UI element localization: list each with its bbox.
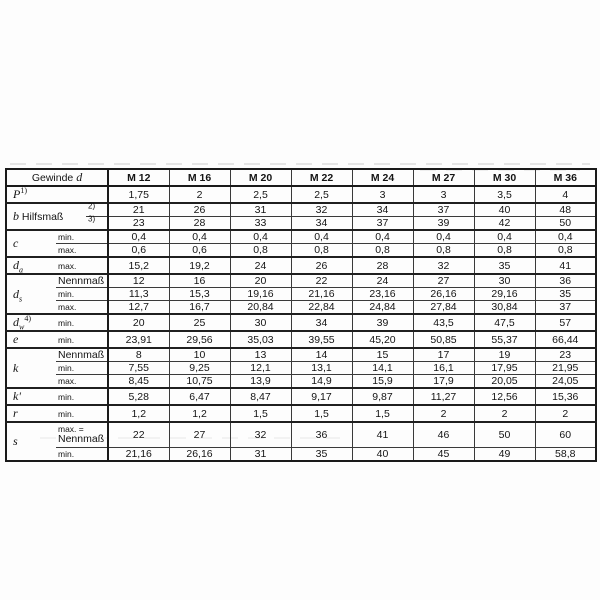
row-sublabel	[56, 422, 108, 447]
table-cell: 42	[474, 217, 535, 231]
table-cell: 15,3	[169, 288, 230, 301]
table-cell: 3,5	[474, 186, 535, 203]
table-cell: 0,8	[474, 244, 535, 258]
row-sublabel: max.	[56, 244, 108, 258]
table-cell: 1,2	[169, 405, 230, 422]
table-cell: 0,6	[108, 244, 169, 258]
table-cell: 28	[169, 217, 230, 231]
table-cell: 21	[108, 203, 169, 217]
table-cell: 20,05	[474, 375, 535, 389]
table-cell: 45	[413, 447, 474, 461]
table-cell: 22	[291, 274, 352, 288]
symbol-italic: b	[13, 209, 19, 223]
table-cell: 36	[535, 274, 596, 288]
table-cell: 24,84	[352, 301, 413, 315]
table-cell: 20,84	[230, 301, 291, 315]
row-sublabel: min.	[56, 288, 108, 301]
table-cell: 14,1	[352, 362, 413, 375]
row-symbol	[6, 274, 56, 314]
symbol-subscript: a	[19, 265, 23, 275]
table-cell: 25	[169, 314, 230, 331]
table-cell: 39	[352, 314, 413, 331]
table-cell: 9,17	[291, 388, 352, 405]
table-cell: 12,7	[108, 301, 169, 315]
table-cell: 40	[352, 447, 413, 461]
table-cell: 34	[291, 217, 352, 231]
row-sublabel: min.	[56, 447, 108, 461]
table-cell: 23,16	[352, 288, 413, 301]
table-row	[6, 230, 596, 244]
row-symbol	[6, 257, 56, 274]
column-header: M 36	[535, 169, 596, 186]
table-cell: 10	[169, 348, 230, 362]
table-header	[6, 169, 596, 186]
table-row	[6, 244, 596, 258]
row-sublabel: min.	[56, 362, 108, 375]
symbol-italic: d	[13, 286, 19, 301]
row-sublabel	[86, 214, 108, 231]
table-cell: 13,9	[230, 375, 291, 389]
symbol-italic: c	[13, 236, 19, 250]
footnote-ref: 1)	[20, 186, 28, 195]
table-row	[6, 257, 596, 274]
table-cell: 50,85	[413, 331, 474, 348]
symbol-italic: P	[13, 187, 21, 201]
table-cell: 19	[474, 348, 535, 362]
table-cell: 3	[413, 186, 474, 203]
table-cell: 0,8	[230, 244, 291, 258]
table-cell: 10,75	[169, 375, 230, 389]
table-cell: 0,8	[352, 244, 413, 258]
row-symbol	[6, 348, 56, 388]
table-cell: 9,87	[352, 388, 413, 405]
sublabel-line2: Nennmaß	[58, 433, 105, 446]
table-row	[6, 388, 596, 405]
row-symbol	[6, 331, 56, 348]
symbol-suffix-text: Hilfsmaß	[19, 211, 64, 223]
table-cell: 31	[230, 447, 291, 461]
table-cell: 32	[230, 422, 291, 447]
column-header: M 16	[169, 169, 230, 186]
table-cell: 29,16	[474, 288, 535, 301]
header-d-symbol: d	[76, 170, 83, 184]
table-cell: 58,8	[535, 447, 596, 461]
table-cell: 26	[169, 203, 230, 217]
symbol-italic: s	[13, 433, 18, 448]
scan-artifact	[10, 163, 590, 165]
table-cell: 60	[535, 422, 596, 447]
table-cell: 15,36	[535, 388, 596, 405]
table-cell: 29,56	[169, 331, 230, 348]
table-cell: 39	[413, 217, 474, 231]
table-cell: 0,4	[413, 230, 474, 244]
table-cell: 0,4	[230, 230, 291, 244]
table-cell: 0,4	[108, 230, 169, 244]
table-cell: 2	[474, 405, 535, 422]
row-sublabel: min.	[56, 331, 108, 348]
table-cell: 13	[230, 348, 291, 362]
row-symbol	[6, 314, 56, 331]
table-cell: 26,16	[169, 447, 230, 461]
table-cell: 39,55	[291, 331, 352, 348]
table-cell: 27	[169, 422, 230, 447]
table-cell: 8,47	[230, 388, 291, 405]
table-row	[6, 405, 596, 422]
row-sublabel: Nennmaß	[56, 348, 108, 362]
table-cell: 0,4	[474, 230, 535, 244]
table-cell: 34	[291, 314, 352, 331]
table-cell: 35	[291, 447, 352, 461]
footnote-ref: 2)	[88, 201, 96, 211]
row-sublabel: min.	[56, 405, 108, 422]
table-cell: 21,95	[535, 362, 596, 375]
column-header: M 30	[474, 169, 535, 186]
table-row	[6, 217, 596, 231]
table-cell: 35	[535, 288, 596, 301]
table-body	[6, 186, 596, 461]
table-cell: 2,5	[230, 186, 291, 203]
table-cell: 8,45	[108, 375, 169, 389]
table-row	[6, 447, 596, 461]
symbol-italic: r	[13, 406, 18, 420]
table-cell: 32	[413, 257, 474, 274]
table-cell: 23	[108, 217, 169, 231]
table-cell: 21,16	[108, 447, 169, 461]
table-cell: 9,25	[169, 362, 230, 375]
table-cell: 19,2	[169, 257, 230, 274]
symbol-italic: k'	[13, 389, 21, 403]
table-row	[6, 422, 596, 447]
header-row	[6, 169, 596, 186]
table-cell: 66,44	[535, 331, 596, 348]
table-row	[6, 348, 596, 362]
column-header: M 24	[352, 169, 413, 186]
table-cell: 2	[169, 186, 230, 203]
table-cell: 11,3	[108, 288, 169, 301]
table-row	[6, 274, 596, 288]
table-row	[6, 301, 596, 315]
table-cell: 0,4	[291, 230, 352, 244]
table-row	[6, 288, 596, 301]
table-cell: 20	[108, 314, 169, 331]
row-symbol	[6, 405, 56, 422]
table-cell: 35	[474, 257, 535, 274]
table-cell: 6,47	[169, 388, 230, 405]
row-symbol	[6, 388, 56, 405]
row-sublabel: min.	[56, 314, 108, 331]
table-cell: 17	[413, 348, 474, 362]
row-symbol	[6, 203, 86, 230]
table-cell: 19,16	[230, 288, 291, 301]
table-cell: 26,16	[413, 288, 474, 301]
row-sublabel: max.	[56, 301, 108, 315]
table-cell: 11,27	[413, 388, 474, 405]
table-cell: 22	[108, 422, 169, 447]
table-cell: 26	[291, 257, 352, 274]
table-cell: 46	[413, 422, 474, 447]
footnote-ref: 3)	[88, 214, 96, 224]
table-row	[6, 186, 596, 203]
table-cell: 1,2	[108, 405, 169, 422]
table-cell: 20	[230, 274, 291, 288]
table-cell: 2	[535, 405, 596, 422]
table-cell: 49	[474, 447, 535, 461]
table-cell: 43,5	[413, 314, 474, 331]
table-cell: 2	[413, 405, 474, 422]
table-cell: 0,8	[535, 244, 596, 258]
table-cell: 23	[535, 348, 596, 362]
table-cell: 31	[230, 203, 291, 217]
table-cell: 28	[352, 257, 413, 274]
table-cell: 27	[413, 274, 474, 288]
table-cell: 1,75	[108, 186, 169, 203]
table-cell: 15,9	[352, 375, 413, 389]
symbol-italic: e	[13, 332, 19, 346]
footnote-ref: 4)	[24, 314, 32, 323]
table-cell: 24	[230, 257, 291, 274]
table-cell: 14	[291, 348, 352, 362]
thread-dimensions-table	[5, 168, 597, 462]
table-cell: 57	[535, 314, 596, 331]
table-cell: 45,20	[352, 331, 413, 348]
table-cell: 4	[535, 186, 596, 203]
table-cell: 37	[352, 217, 413, 231]
symbol-italic: d	[13, 315, 19, 329]
symbol-subscript: s	[19, 293, 23, 303]
table-row	[6, 331, 596, 348]
table-cell: 24,05	[535, 375, 596, 389]
symbol-subscript: w	[19, 322, 25, 332]
table-cell: 15	[352, 348, 413, 362]
row-sublabel: max.	[56, 257, 108, 274]
table-row	[6, 314, 596, 331]
table-cell: 3	[352, 186, 413, 203]
table-cell: 23,91	[108, 331, 169, 348]
table-cell: 30,84	[474, 301, 535, 315]
column-header: M 27	[413, 169, 474, 186]
table-cell: 55,37	[474, 331, 535, 348]
table-cell: 16	[169, 274, 230, 288]
table-cell: 0,4	[169, 230, 230, 244]
table-cell: 24	[352, 274, 413, 288]
table-cell: 0,8	[413, 244, 474, 258]
row-symbol	[6, 422, 56, 461]
table-cell: 33	[230, 217, 291, 231]
row-sublabel: Nennmaß	[56, 274, 108, 288]
row-sublabel: min.	[56, 388, 108, 405]
table-cell: 30	[230, 314, 291, 331]
table-cell: 12,56	[474, 388, 535, 405]
table-cell: 0,6	[169, 244, 230, 258]
table-cell: 35,03	[230, 331, 291, 348]
table-cell: 37	[413, 203, 474, 217]
column-header: M 12	[108, 169, 169, 186]
table-cell: 13,1	[291, 362, 352, 375]
table-cell: 27,84	[413, 301, 474, 315]
table-cell: 21,16	[291, 288, 352, 301]
row-symbol	[6, 230, 56, 257]
table-cell: 36	[291, 422, 352, 447]
row-sublabel: max.	[56, 375, 108, 389]
table-cell: 0,4	[352, 230, 413, 244]
table-cell: 47,5	[474, 314, 535, 331]
table-cell: 16,1	[413, 362, 474, 375]
table-cell: 1,5	[352, 405, 413, 422]
table-cell: 22,84	[291, 301, 352, 315]
table-cell: 5,28	[108, 388, 169, 405]
table-cell: 14,9	[291, 375, 352, 389]
table-row	[6, 375, 596, 389]
table-cell: 30	[474, 274, 535, 288]
table-cell: 12	[108, 274, 169, 288]
table-cell: 17,95	[474, 362, 535, 375]
table-cell: 16,7	[169, 301, 230, 315]
table-cell: 1,5	[230, 405, 291, 422]
table-cell: 37	[535, 301, 596, 315]
table-cell: 0,4	[535, 230, 596, 244]
table-cell: 2,5	[291, 186, 352, 203]
table-cell: 50	[474, 422, 535, 447]
table-cell: 1,5	[291, 405, 352, 422]
table-cell: 12,1	[230, 362, 291, 375]
table-cell: 50	[535, 217, 596, 231]
table-cell: 15,2	[108, 257, 169, 274]
column-header: M 20	[230, 169, 291, 186]
table-cell: 40	[474, 203, 535, 217]
table-cell: 41	[352, 422, 413, 447]
row-symbol	[6, 186, 108, 203]
symbol-italic: k	[13, 360, 19, 375]
symbol-italic: d	[13, 258, 19, 272]
column-header: M 22	[291, 169, 352, 186]
table-cell: 34	[352, 203, 413, 217]
table-cell: 0,8	[291, 244, 352, 258]
table-cell: 17,9	[413, 375, 474, 389]
header-gewinde-text: Gewinde	[31, 172, 74, 184]
table-cell: 41	[535, 257, 596, 274]
table-cell: 32	[291, 203, 352, 217]
sublabel-line1: max. =	[58, 424, 84, 435]
table-cell: 48	[535, 203, 596, 217]
table-row	[6, 362, 596, 375]
table-cell: 7,55	[108, 362, 169, 375]
table-cell: 8	[108, 348, 169, 362]
row-sublabel: min.	[56, 230, 108, 244]
header-gewinde	[6, 169, 108, 186]
